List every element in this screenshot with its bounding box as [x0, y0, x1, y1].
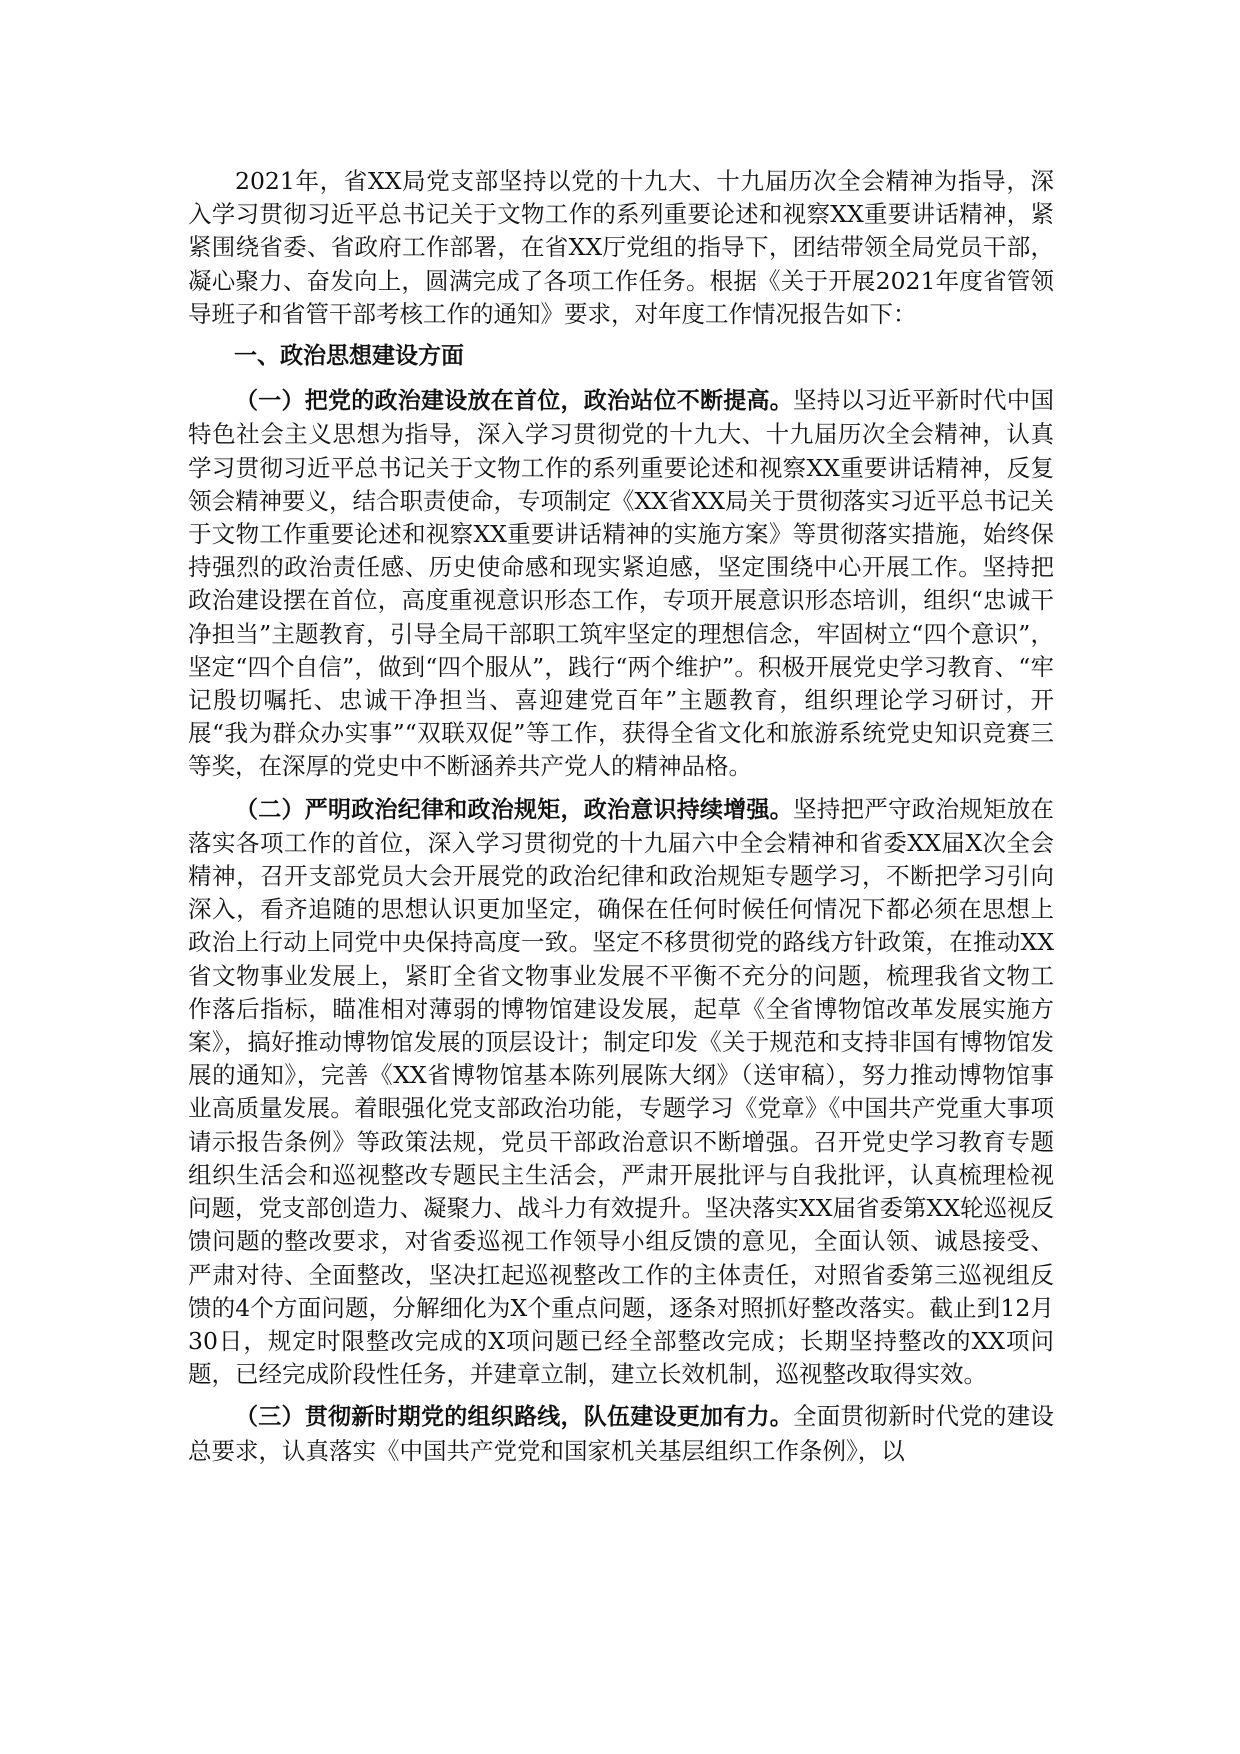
item-paragraph-1 [188, 384, 1054, 783]
item-body-2: 坚持把严守政治规矩放在落实各项工作的首位，深入学习贯彻党的十九届六中全会精神和省委XX届X次全会精神，召开支部党员大会开展党的政治纪律和政治规矩专题学习，不断把学习引向深入，看齐追随的思想认识更加坚定，确保在任何时候任何情况下都必须在思想上政治上行动上同党中央保持高度一致。坚定不移贯彻党的路线方针政策，在推动XX省文物事业发展上，紧盯全省文物事业发展不平衡不充分的问题，梳理我省文物工作落后指标，瞄准相对薄弱的博物馆建设发展，起草《全省博物馆改革发展实施方案》，搞好推动博物馆发展的顶层设计；制定印发《关于规范和支持非国有博物馆发展的通知》，完善《XX省博物馆基本陈列展陈大纲》（送审稿），努力推动博物馆事业高质量发展。着眼强化党支部政治功能，专题学习《党章》《中国共产党重大事项请示报告条例》等政策法规，党员干部政治意识不断增强。召开党史学习教育专题组织生活会和巡视整改专题民主生活会，严肃开展批评与自我批评，认真梳理检视问题，党支部创造力、凝聚力、战斗力有效提升。坚决落实XX届省委第XX轮巡视反馈问题的整改要求，对省委巡视工作领导小组反馈的意见，全面认领、诚恳接受、严肃对待、全面整改，坚决扛起巡视整改工作的主体责任，对照省委第三巡视组反馈的4个方面问题，分解细化为X个重点问题，逐条对照抓好整改落实。截止到12月30日，规定时限整改完成的X项问题已经全部整改完成；长期坚持整改的XX项问题，已经完成阶段性任务，并建章立制，建立长效机制，巡视整改取得实效。 [188, 794, 1054, 1389]
item-lead-2: （二）严明政治纪律和政治规矩，政治意识持续增强。 [235, 796, 793, 823]
item-paragraph-2 [188, 793, 1054, 1392]
document-body [188, 165, 1054, 1477]
intro-paragraph: 2021年，省XX局党支部坚持以党的十九大、十九届历次全会精神为指导，深入学习贯彻习近平总书记关于文物工作的系列重要论述和视察XX重要讲话精神，紧紧围绕省委、省政府工作部署，在省XX厅党组的指导下，团结带领全局党员干部，凝心聚力、奋发向上，圆满完成了各项工作任务。根据《关于开展2021年度省管领导班子和省管干部考核工作的通知》要求，对年度工作情况报告如下： [188, 167, 1054, 328]
item-body-3: 全面贯彻新时代党的建设总要求，认真落实《中国共产党党和国家机关基层组织工作条例》，以 [188, 1402, 1054, 1465]
item-lead-3: （三）贯彻新时期党的组织路线，队伍建设更加有力。 [235, 1404, 793, 1431]
item-lead-1: （一）把党的政治建设放在首位，政治站位不断提高。 [235, 388, 793, 415]
item-paragraph-3 [188, 1400, 1054, 1467]
item-body-1: 坚持以习近平新时代中国特色社会主义思想为指导，深入学习贯彻党的十九大、十九届历次全会精神，认真学习贯彻习近平总书记关于文物工作的系列重要论述和视察XX重要讲话精神，反复领会精神要义，结合职责使命，专项制定《XX省XX局关于贯彻落实习近平总书记关于文物工作重要论述和视察XX重要讲话精神的实施方案》等贯彻落实措施，始终保持强烈的政治责任感、历史使命感和现实紧迫感，坚定围绕中心开展工作。坚持把政治建设摆在首位，高度重视意识形态工作，专项开展意识形态培训，组织“忠诚干净担当”主题教育，引导全局干部职工筑牢坚定的理想信念，牢固树立“四个意识”，坚定“四个自信”，做到“四个服从”，践行“两个维护”。积极开展党史学习教育、“牢记殷切嘱托、忠诚干净担当、喜迎建党百年”主题教育，组织理论学习研讨，开展“我为群众办实事”“双联双促”等工作，获得全省文化和旅游系统党史知识竞赛三等奖，在深厚的党史中不断涵养共产党人的精神品格。 [188, 386, 1054, 781]
section-heading: 一、政治思想建设方面 [234, 343, 464, 370]
